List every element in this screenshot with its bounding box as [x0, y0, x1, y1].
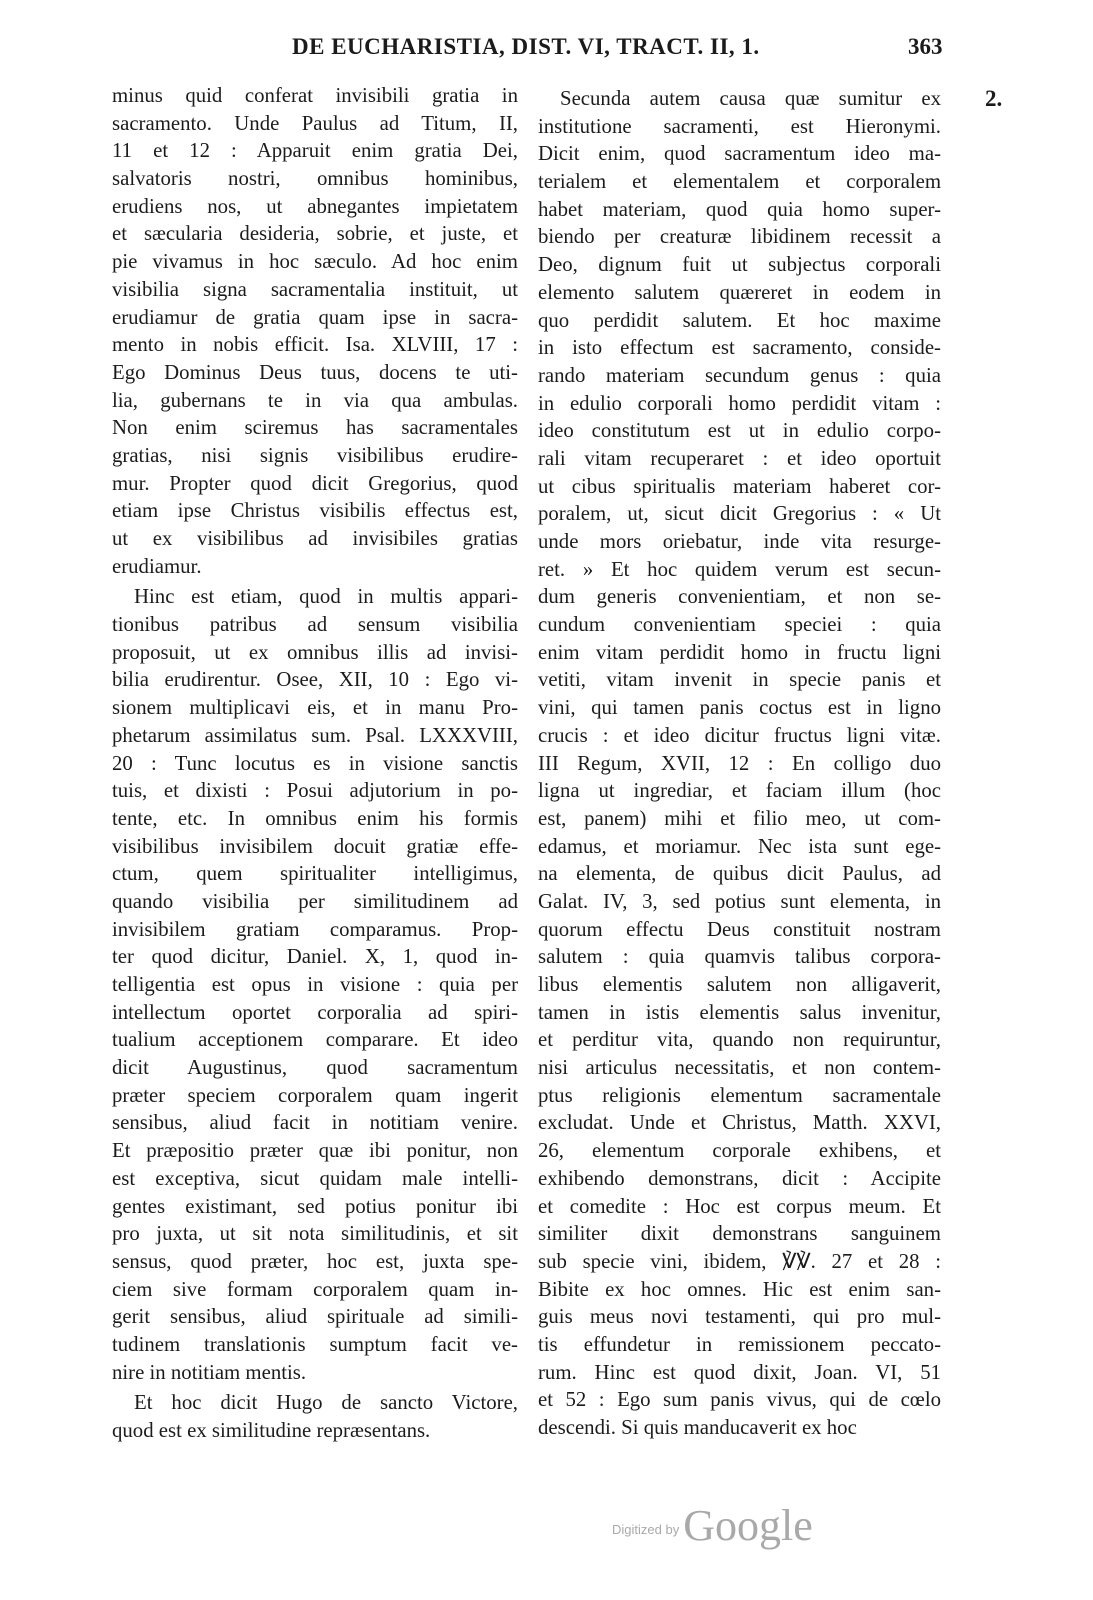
text-line: terialem et elementalem et corporalem	[538, 170, 941, 194]
text-line: quando visibilia per similitudinem ad	[112, 889, 518, 913]
text-line: bilia erudirentur. Osee, XII, 10 : Ego vi-	[112, 668, 518, 692]
text-line: erudiamur de gratia quam ipse in sacra-	[112, 305, 518, 329]
text-line: tuis, et dixisti : Posui adjutorium in po-	[112, 779, 518, 803]
text-line: dum generis convenientiam, et non se-	[538, 585, 941, 609]
text-line: mento in nobis efficit. Isa. XLVIII, 17 :	[112, 333, 518, 357]
text-line: institutione sacramenti, est Hieronymi.	[538, 114, 941, 138]
text-line: descendi. Si quis manducaverit ex hoc	[538, 1416, 857, 1439]
text-line: ter quod dicitur, Daniel. X, 1, quod in-	[112, 945, 518, 969]
text-line: quorum effectu Deus constituit nostram	[538, 917, 941, 941]
text-line: pro juxta, ut sit nota similitudinis, et sit	[112, 1222, 518, 1246]
right-column	[538, 82, 941, 1442]
text-line: vetiti, vitam invenit in specie panis et	[538, 668, 941, 692]
text-line: poralem, ut, sicut dicit Gregorius : « Ut	[538, 502, 941, 526]
text-line: in edulio corporali homo perdidit vitam :	[538, 391, 941, 415]
text-line: telligentia est opus in visione : quia per	[112, 973, 518, 996]
text-line: cundum convenientiam speciei : quia	[538, 613, 941, 637]
text-line: ptus religionis elementum sacramentale	[538, 1083, 941, 1107]
text-line: quo perdidit salutem. Et hoc maxime	[538, 308, 941, 332]
text-line: visibilibus invisibilem docuit gratiæ effe-	[112, 834, 518, 858]
text-line: biendo per creaturæ libidinem recessit a	[538, 225, 941, 249]
text-line: Galat. IV, 3, sed potius sunt elementa, in	[538, 889, 941, 913]
text-line: habet materiam, quod quia homo super-	[538, 197, 941, 221]
text-line: ideo constitutum est ut in edulio corpo-	[538, 419, 941, 443]
page-number: 363	[908, 34, 943, 59]
text-line: Bibite ex hoc omnes. Hic est enim san-	[538, 1277, 941, 1301]
text-line: salvatoris nostri, omnibus hominibus,	[112, 167, 518, 191]
text-line: crucis : et ideo dicitur fructus ligni vitæ.	[538, 723, 941, 747]
text-line: et sæcularia desideria, sobrie, et juste, et	[112, 222, 518, 246]
text-line: edamus, et moriamur. Nec ista sunt ege-	[538, 834, 941, 858]
text-line: proposuit, ut ex omnibus illis ad invisi-	[112, 640, 518, 664]
text-line: Non enim sciremus has sacramentales	[112, 416, 518, 440]
running-title: DE EUCHARISTIA, DIST. VI, TRACT. II, 1.	[292, 34, 760, 59]
text-line: gerit sensibus, aliud spirituale ad simili-	[112, 1305, 518, 1329]
left-column	[112, 82, 518, 1445]
text-line: et comedite : Hoc est corpus meum. Et	[538, 1194, 941, 1218]
text-line: sacramento. Unde Paulus ad Titum, II,	[112, 111, 518, 135]
text-line: ut ex visibilibus ad invisibiles gratias	[112, 527, 518, 550]
text-line: dicit Augustinus, quod sacramentum	[112, 1056, 518, 1080]
text-line: in isto effectum est sacramento, conside-	[538, 336, 941, 360]
digitized-by-google-watermark	[612, 1500, 813, 1551]
text-line: tionibus patribus ad sensum visibilia	[112, 613, 518, 637]
text-line: est, panem) mihi et filio meo, ut com-	[538, 806, 941, 830]
text-line: tamen in istis elementis salus invenitur,	[538, 1000, 941, 1024]
google-wordmark: Google	[683, 1501, 813, 1550]
running-header	[0, 34, 1093, 68]
text-line: III Regum, XVII, 12 : En colligo duo	[538, 751, 941, 775]
text-line: est exceptiva, sicut quidam male intelli-	[112, 1166, 518, 1190]
text-line: mur. Propter quod dicit Gregorius, quod	[112, 471, 518, 495]
text-line: tualium acceptionem comparare. Et ideo	[112, 1028, 518, 1052]
text-line: salutem : quia quamvis talibus corpora-	[538, 945, 941, 969]
text-line: sensus, quod præter, hoc est, juxta spe-	[112, 1249, 518, 1273]
text-line: nisi articulus necessitatis, et non contem-	[538, 1056, 941, 1080]
text-line: enim vitam perdidit homo in fructu ligni	[538, 640, 941, 664]
text-line: ret. » Et hoc quidem verum est secun-	[538, 557, 941, 581]
text-line: et 52 : Ego sum panis vivus, qui de cœlo	[538, 1388, 941, 1412]
text-line: Deo, dignum fuit ut subjectus corporali	[538, 253, 941, 277]
text-line: similiter dixit demonstrans sanguinem	[538, 1222, 941, 1246]
text-line: Ego Dominus Deus tuus, docens te uti-	[112, 360, 518, 384]
text-line: libus elementis salutem non alligaverit,	[538, 973, 941, 996]
text-line: invisibilem gratiam comparamus. Prop-	[112, 917, 518, 941]
text-line: rum. Hinc est quod dixit, Joan. VI, 51	[538, 1360, 941, 1384]
text-line: rando materiam secundum genus : quia	[538, 363, 941, 387]
text-line: elemento salutem quæreret in eodem in	[538, 280, 941, 304]
text-line: 11 et 12 : Apparuit enim gratia Dei,	[112, 139, 518, 163]
margin-section-number: 2.	[985, 86, 1003, 111]
digitized-by-label: Digitized by	[612, 1522, 680, 1537]
text-line: rali vitam recuperaret : et ideo oportuit	[538, 446, 941, 470]
text-line: erudiamur.	[112, 554, 202, 578]
text-line: quod est ex similitudine repræsentans.	[112, 1419, 431, 1442]
text-line: ctum, quem spiritualiter intelligimus,	[112, 862, 518, 886]
text-line: Et hoc dicit Hugo de sancto Victore,	[134, 1391, 518, 1415]
text-line: Et præpositio præter quæ ibi ponitur, non	[112, 1139, 518, 1163]
text-line: exhibendo demonstrans, dicit : Accipite	[538, 1166, 941, 1190]
text-line: unde mors oriebatur, inde vita resurge-	[538, 530, 941, 553]
text-line: tudinem translationis sumptum facit ve-	[112, 1332, 518, 1356]
text-line: gentes existimant, sed potius ponitur ibi	[112, 1194, 518, 1218]
text-line: Secunda autem causa quæ sumitur ex	[560, 87, 941, 110]
text-line: guis meus novi testamenti, qui pro mul-	[538, 1305, 941, 1329]
text-line: erudiens nos, ut abnegantes impietatem	[112, 194, 518, 218]
text-line: gratias, nisi signis visibilibus erudire-	[112, 443, 518, 467]
text-line: minus quid conferat invisibili gratia in	[112, 84, 518, 107]
text-line: ut cibus spiritualis materiam haberet cor-	[538, 474, 941, 498]
text-line: Hinc est etiam, quod in multis appari-	[134, 585, 518, 609]
text-line: et perditur vita, quando non requiruntur,	[538, 1028, 941, 1052]
text-line: phetarum assimilatus sum. Psal. LXXXVIII,	[112, 723, 518, 747]
text-line: sub specie vini, ibidem, ℣℣. 27 et 28 :	[538, 1249, 941, 1273]
text-line: vini, qui tamen panis coctus est in ligno	[538, 696, 941, 720]
text-line: ligna ut ingrediar, et faciam illum (hoc	[538, 779, 941, 803]
text-line: nire in notitiam mentis.	[112, 1360, 307, 1384]
text-line: 26, elementum corporale exhibens, et	[538, 1139, 941, 1163]
text-line: intellectum oportet corporalia ad spiri-	[112, 1000, 518, 1024]
text-line: Dicit enim, quod sacramentum ideo ma-	[538, 142, 941, 166]
text-line: etiam ipse Christus visibilis effectus est,	[112, 499, 518, 523]
text-line: visibilia signa sacramentalia instituit, ut	[112, 277, 518, 301]
text-line: præter speciem corporalem quam ingerit	[112, 1083, 518, 1107]
text-line: 20 : Tunc locutus es in visione sanctis	[112, 751, 518, 775]
text-line: excludat. Unde et Christus, Matth. XXVI,	[538, 1111, 941, 1135]
text-line: ciem sive formam corporalem quam in-	[112, 1277, 518, 1301]
text-line: sensibus, aliud facit in notitiam venire.	[112, 1111, 518, 1135]
text-line: na elementa, de quibus dicit Paulus, ad	[538, 862, 941, 886]
text-line: lia, gubernans te in via qua ambulas.	[112, 388, 518, 412]
text-line: pie vivamus in hoc sæculo. Ad hoc enim	[112, 250, 518, 274]
text-line: tis effundetur in remissionem peccato-	[538, 1332, 941, 1356]
text-line: tente, etc. In omnibus enim his formis	[112, 806, 518, 830]
text-line: sionem multiplicavi eis, et in manu Pro-	[112, 696, 518, 720]
